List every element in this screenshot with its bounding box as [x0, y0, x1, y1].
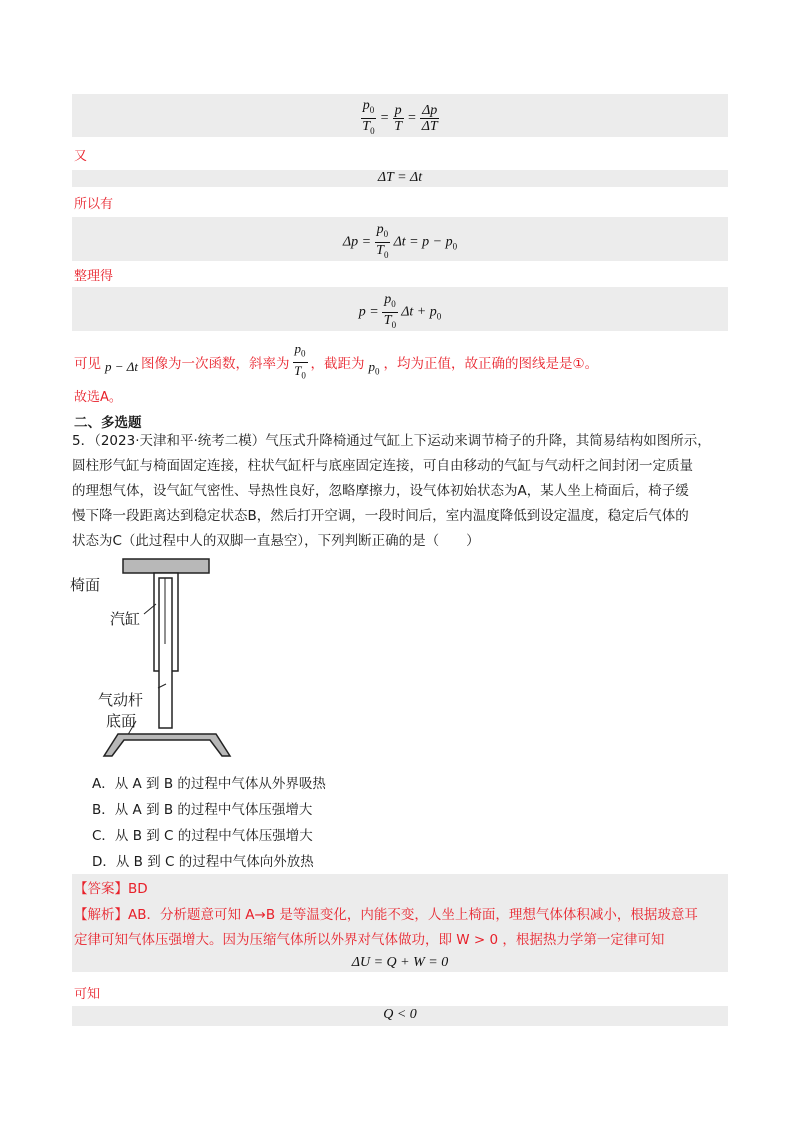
- question-line-1-text: 气压式升降椅通过气缸上下运动来调节椅子的升降，其简易结构如图所示，: [265, 433, 711, 449]
- label-base: 底面: [106, 712, 137, 730]
- section-title: 二、多选题: [74, 415, 142, 431]
- base-shape: [104, 734, 230, 756]
- question-number: 5．: [72, 433, 95, 449]
- equation-q: Q < 0: [383, 1007, 417, 1022]
- kejian-frac: $\frac{p_0}{T_0}$: [294, 340, 306, 381]
- label-keyi: 可知: [74, 987, 101, 1002]
- kejian-math-2: $p_0$: [368, 359, 380, 377]
- label-zhengli: 整理得: [74, 269, 114, 284]
- equation-first-law: ΔU = Q + W = 0: [351, 955, 449, 970]
- chair-figure: [70, 556, 246, 768]
- label-rod: 气动杆: [98, 691, 144, 709]
- question-line-4: 慢下降一段距离达到稳定状态B，然后打开空调，一段时间后，室内温度降低到设定温度，稳定后气体的: [72, 508, 689, 524]
- answer-label: 【答案】: [74, 881, 128, 897]
- kejian-2: 图像为一次函数，斜率为: [141, 356, 290, 372]
- kejian-math-1: p − Δt: [105, 359, 139, 374]
- question-line-3: 的理想气体，设气缸气密性、导热性良好，忽略摩擦力，设气体初始状态为A，某人坐上椅面后，椅子缓: [72, 483, 689, 499]
- answer-value: BD: [128, 881, 148, 897]
- kejian-3: ，截距为: [310, 356, 365, 372]
- option-c[interactable]: C．从 B 到 C 的过程中气体压强增大: [92, 828, 313, 844]
- question-source: （2023·天津和平·统考二模）: [94, 433, 266, 449]
- analysis-line-1: [74, 903, 734, 928]
- option-a[interactable]: A．从 A 到 B 的过程中气体从外界吸热: [92, 776, 326, 792]
- question-line-1: [72, 429, 732, 454]
- equation-band-3: [72, 217, 728, 261]
- kejian-4: ，均为正值，故正确的图线是是①。: [383, 356, 599, 372]
- label-cylinder: 汽缸: [110, 610, 141, 628]
- equation-band-4: [72, 287, 728, 331]
- equation-p: p = $\frac{p_0}{T_0}$ $\Delta t + p_0$: [358, 292, 442, 330]
- equation-delta-p: Δp = $\frac{p_0}{T_0}$ $\Delta t = p - p_0$: [342, 222, 458, 260]
- question-text: [72, 429, 732, 554]
- conclusion-choice: 故选A。: [74, 390, 122, 405]
- equation-band-2: [72, 170, 728, 187]
- conclusion-line: [74, 342, 598, 382]
- label-suoyiyou: 所以有: [74, 197, 114, 212]
- equation-delta-t: ΔT = Δt: [377, 170, 423, 185]
- answer-line: [74, 877, 148, 897]
- kejian-1: 可见: [74, 356, 101, 372]
- question-line-5: 状态为C（此过程中人的双脚一直悬空），下列判断正确的是（ ）: [72, 533, 480, 549]
- option-b[interactable]: B．从 A 到 B 的过程中气体压强增大: [92, 802, 313, 818]
- analysis-label: 【解析】: [74, 907, 128, 923]
- equation-band-1: [72, 94, 728, 137]
- equation-gay-lussac: $\frac{p_0}{T_0}$ = $\frac{p}{T}$ = $\frac{\Delta p}{\Delta T}$: [362, 98, 438, 136]
- chair-diagram-svg: [96, 556, 246, 768]
- question-line-2: 圆柱形气缸与椅面固定连接，柱状气缸杆与底座固定连接，可自由移动的气缸与气动杆之间封闭一定质量: [72, 458, 693, 474]
- option-d[interactable]: D．从 B 到 C 的过程中气体向外放热: [92, 854, 314, 870]
- label-seat: 椅面: [70, 576, 101, 594]
- analysis-line-1-text: AB．分析题意可知 A→B 是等温变化，内能不变，人坐上椅面，理想气体体积减小，根据玻意耳: [128, 907, 698, 923]
- seat-rect: [123, 559, 209, 573]
- analysis-text: [74, 903, 734, 953]
- equation-band-5: [72, 1006, 728, 1026]
- analysis-line-2: 定律可知气体压强增大。因为压缩气体所以外界对气体做功，即 W > 0 ，根据热力学第一定律可知: [74, 932, 665, 948]
- label-you: 又: [74, 149, 88, 164]
